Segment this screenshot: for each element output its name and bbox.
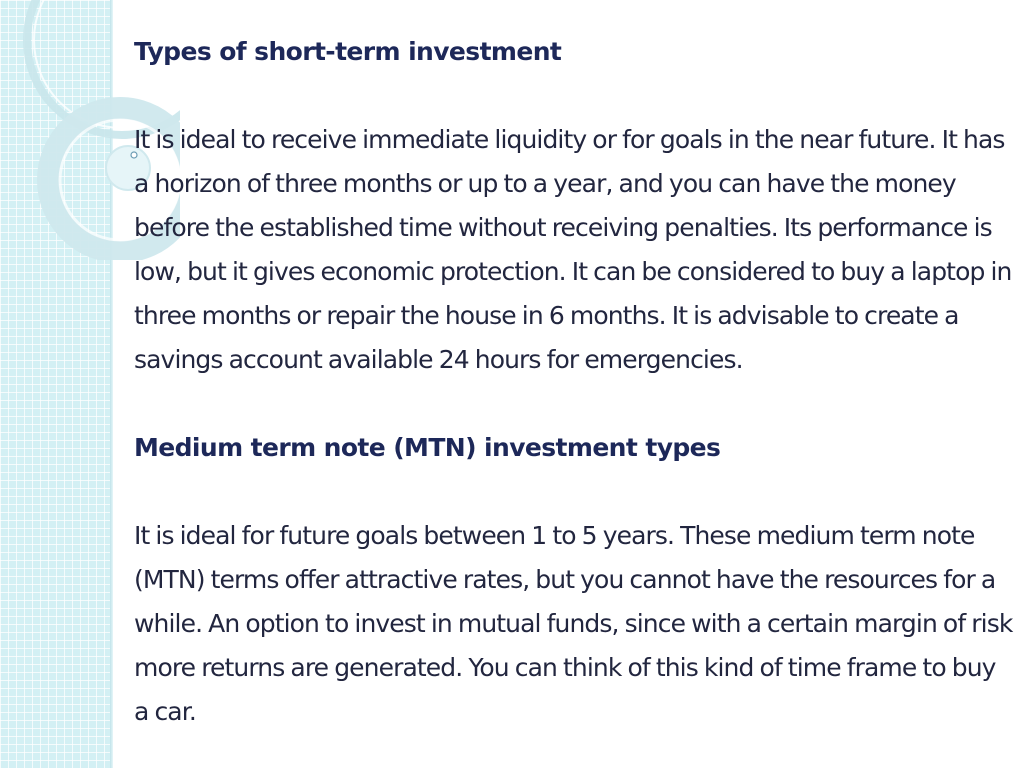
section-heading-mtn: Medium term note (MTN) investment types bbox=[134, 433, 721, 462]
slide-content bbox=[134, 30, 1014, 734]
section-heading-short-term: Types of short-term investment bbox=[134, 37, 562, 66]
section-body-mtn: It is ideal for future goals between 1 to 5 years. These medium term note (MTN) terms offer attractive rates, but you cannot have the resources for a while. An option to invest in mutual funds, since with a certain margin of risk more returns are generated. You can think of this kind of time frame to buy a car. bbox=[134, 521, 1013, 726]
section-body-short-term: It is ideal to receive immediate liquidity or for goals in the near future. It has a horizon of three months or up to a year, and you can have the money before the established time without receiving penalties. Its performance is low, but it gives economic protection. It can be considered to buy a laptop in three months or repair the house in 6 months. It is advisable to create a savings account available 24 hours for emergencies. bbox=[134, 125, 1012, 374]
